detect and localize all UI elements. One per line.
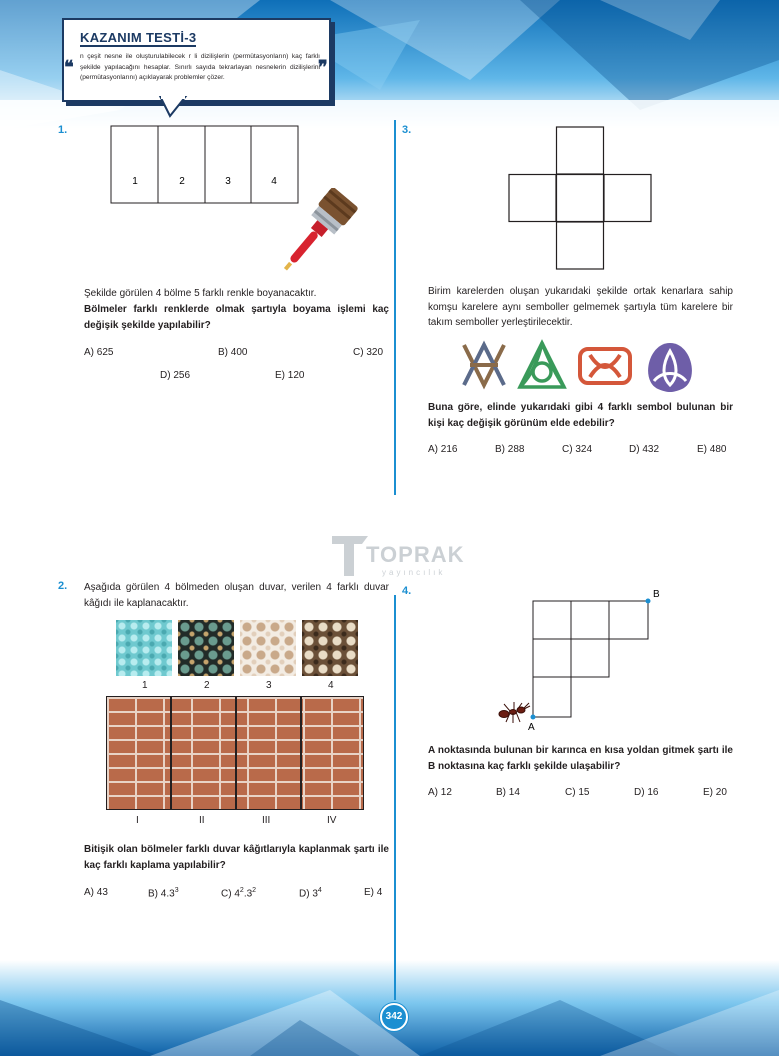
point-a-dot [531, 715, 536, 720]
wallpaper-label: 4 [328, 680, 334, 691]
wallpaper-4 [302, 620, 358, 676]
wallpaper-label: 1 [142, 680, 148, 691]
speech-tail [158, 96, 188, 118]
q2-text: Aşağıda görülen 4 bölmeden oluşan duvar, verilen 4 farklı duvar kâğıdı ile kaplanacaktır. [84, 582, 389, 609]
wallpaper-1 [116, 620, 172, 676]
column-divider-bottom [394, 595, 396, 1000]
point-b-dot [646, 599, 651, 604]
question-number-4: 4. [402, 585, 412, 597]
q3-option-b[interactable]: B) 288 [495, 444, 525, 455]
wallpaper-3 [240, 620, 296, 676]
q1-question: Bölmeler farklı renklerde olmak şartıyla boyama işlemi kaç değişik şekilde yapılabilir? [84, 304, 389, 331]
wallpaper-label: 3 [266, 680, 272, 691]
symbol-4-icon [648, 343, 692, 392]
quote-close-icon: ❞ [318, 57, 328, 77]
q3-option-c[interactable]: C) 324 [562, 444, 593, 455]
ant-icon [499, 702, 530, 723]
q2-option-c[interactable]: C) $4^2.3^2$ [221, 887, 257, 900]
q2-option-a[interactable]: A) 43 [84, 887, 108, 898]
question-number-3: 3. [402, 124, 412, 136]
q1-option-e[interactable]: E) 120 [275, 370, 305, 381]
publisher-logo-icon [330, 534, 370, 578]
watermark-brand: TOPRAK [366, 542, 465, 567]
question-number-2: 2. [58, 580, 68, 592]
quote-open-icon: ❝ [64, 57, 74, 77]
objective-box [62, 18, 331, 102]
q2-question: Bitişik olan bölmeler farklı duvar kâğıtlarıyla kaplanmak şartı ile kaç farklı kaplama yapılabilir? [84, 844, 389, 871]
q4-option-a[interactable]: A) 12 [428, 787, 452, 798]
watermark-sub: yayıncılık [382, 568, 446, 577]
q1-text: Şekilde görülen 4 bölme 5 farklı renkle boyanacaktır. [84, 288, 317, 299]
section-label: 1 [132, 176, 138, 187]
q4-option-e[interactable]: E) 20 [703, 787, 727, 798]
question-number-1: 1. [58, 124, 68, 136]
q1-option-d[interactable]: D) 256 [160, 370, 191, 381]
q1-option-b[interactable]: B) 400 [218, 347, 248, 358]
q1-option-c[interactable]: C) 320 [353, 347, 384, 358]
section-label: 4 [271, 176, 277, 187]
q2-option-b[interactable]: B) $4.3^3$ [148, 887, 179, 900]
q3-option-a[interactable]: A) 216 [428, 444, 458, 455]
point-a-label: A [528, 722, 535, 733]
symbol-2-icon [520, 343, 564, 387]
publisher-watermark [330, 532, 470, 582]
q3-option-d[interactable]: D) 432 [629, 444, 660, 455]
objective-text: n çeşit nesne ile oluşturulabilecek r li dizilişlerin (permütasyonların) kaç farklı şekilde yapılacağını hesaplar. Sınırlı sayıda tekrarlayan nesnelerin dizilişlerini (permütasyonlarını) açıklayarak problemler çözer. [80, 53, 320, 82]
symbol-1-icon [464, 345, 504, 385]
cross-figure [508, 126, 654, 272]
q2-option-d[interactable]: D) $3^4$ [299, 887, 322, 900]
q4-option-c[interactable]: C) 15 [565, 787, 590, 798]
q4-question: A noktasında bulunan bir karınca en kısa yoldan gitmek şartı ile B noktasına kaç farklı şekilde ulaşabilir? [428, 745, 733, 772]
wall-label: IV [327, 815, 337, 826]
section-label: 2 [179, 176, 185, 187]
symbol-3-icon [580, 349, 630, 383]
q3-text: Birim karelerden oluşan yukarıdaki şekilde ortak kenarlara sahip komşu karelere aynı semboller gelmemek şartıyla tüm karelere bir takım semboller yerleştirilecektir. [428, 286, 733, 328]
wallpaper-2 [178, 620, 234, 676]
wall-label: III [262, 815, 271, 826]
wall-divider [235, 696, 237, 810]
wall-label: II [199, 815, 205, 826]
staircase-grid [498, 586, 668, 736]
column-divider-top [394, 120, 396, 495]
wall-divider [300, 696, 302, 810]
q2-option-e[interactable]: E) 4 [364, 887, 383, 898]
test-title: KAZANIM TESTİ-3 [80, 30, 197, 45]
q1-option-a[interactable]: A) 625 [84, 347, 114, 358]
paintbrush-icon [268, 188, 363, 280]
q3-question: Buna göre, elinde yukarıdaki gibi 4 farklı sembol bulunan bir kişi kaç değişik görünüm elde edebilir? [428, 402, 733, 429]
point-b-label: B [653, 589, 660, 600]
wall-divider [170, 696, 172, 810]
page-number: 342 [380, 1003, 408, 1031]
wallpaper-label: 2 [204, 680, 210, 691]
q3-option-e[interactable]: E) 480 [697, 444, 727, 455]
wall-label: I [136, 815, 139, 826]
q4-option-d[interactable]: D) 16 [634, 787, 659, 798]
section-label: 3 [225, 176, 231, 187]
celtic-symbols [458, 339, 703, 395]
q4-option-b[interactable]: B) 14 [496, 787, 520, 798]
